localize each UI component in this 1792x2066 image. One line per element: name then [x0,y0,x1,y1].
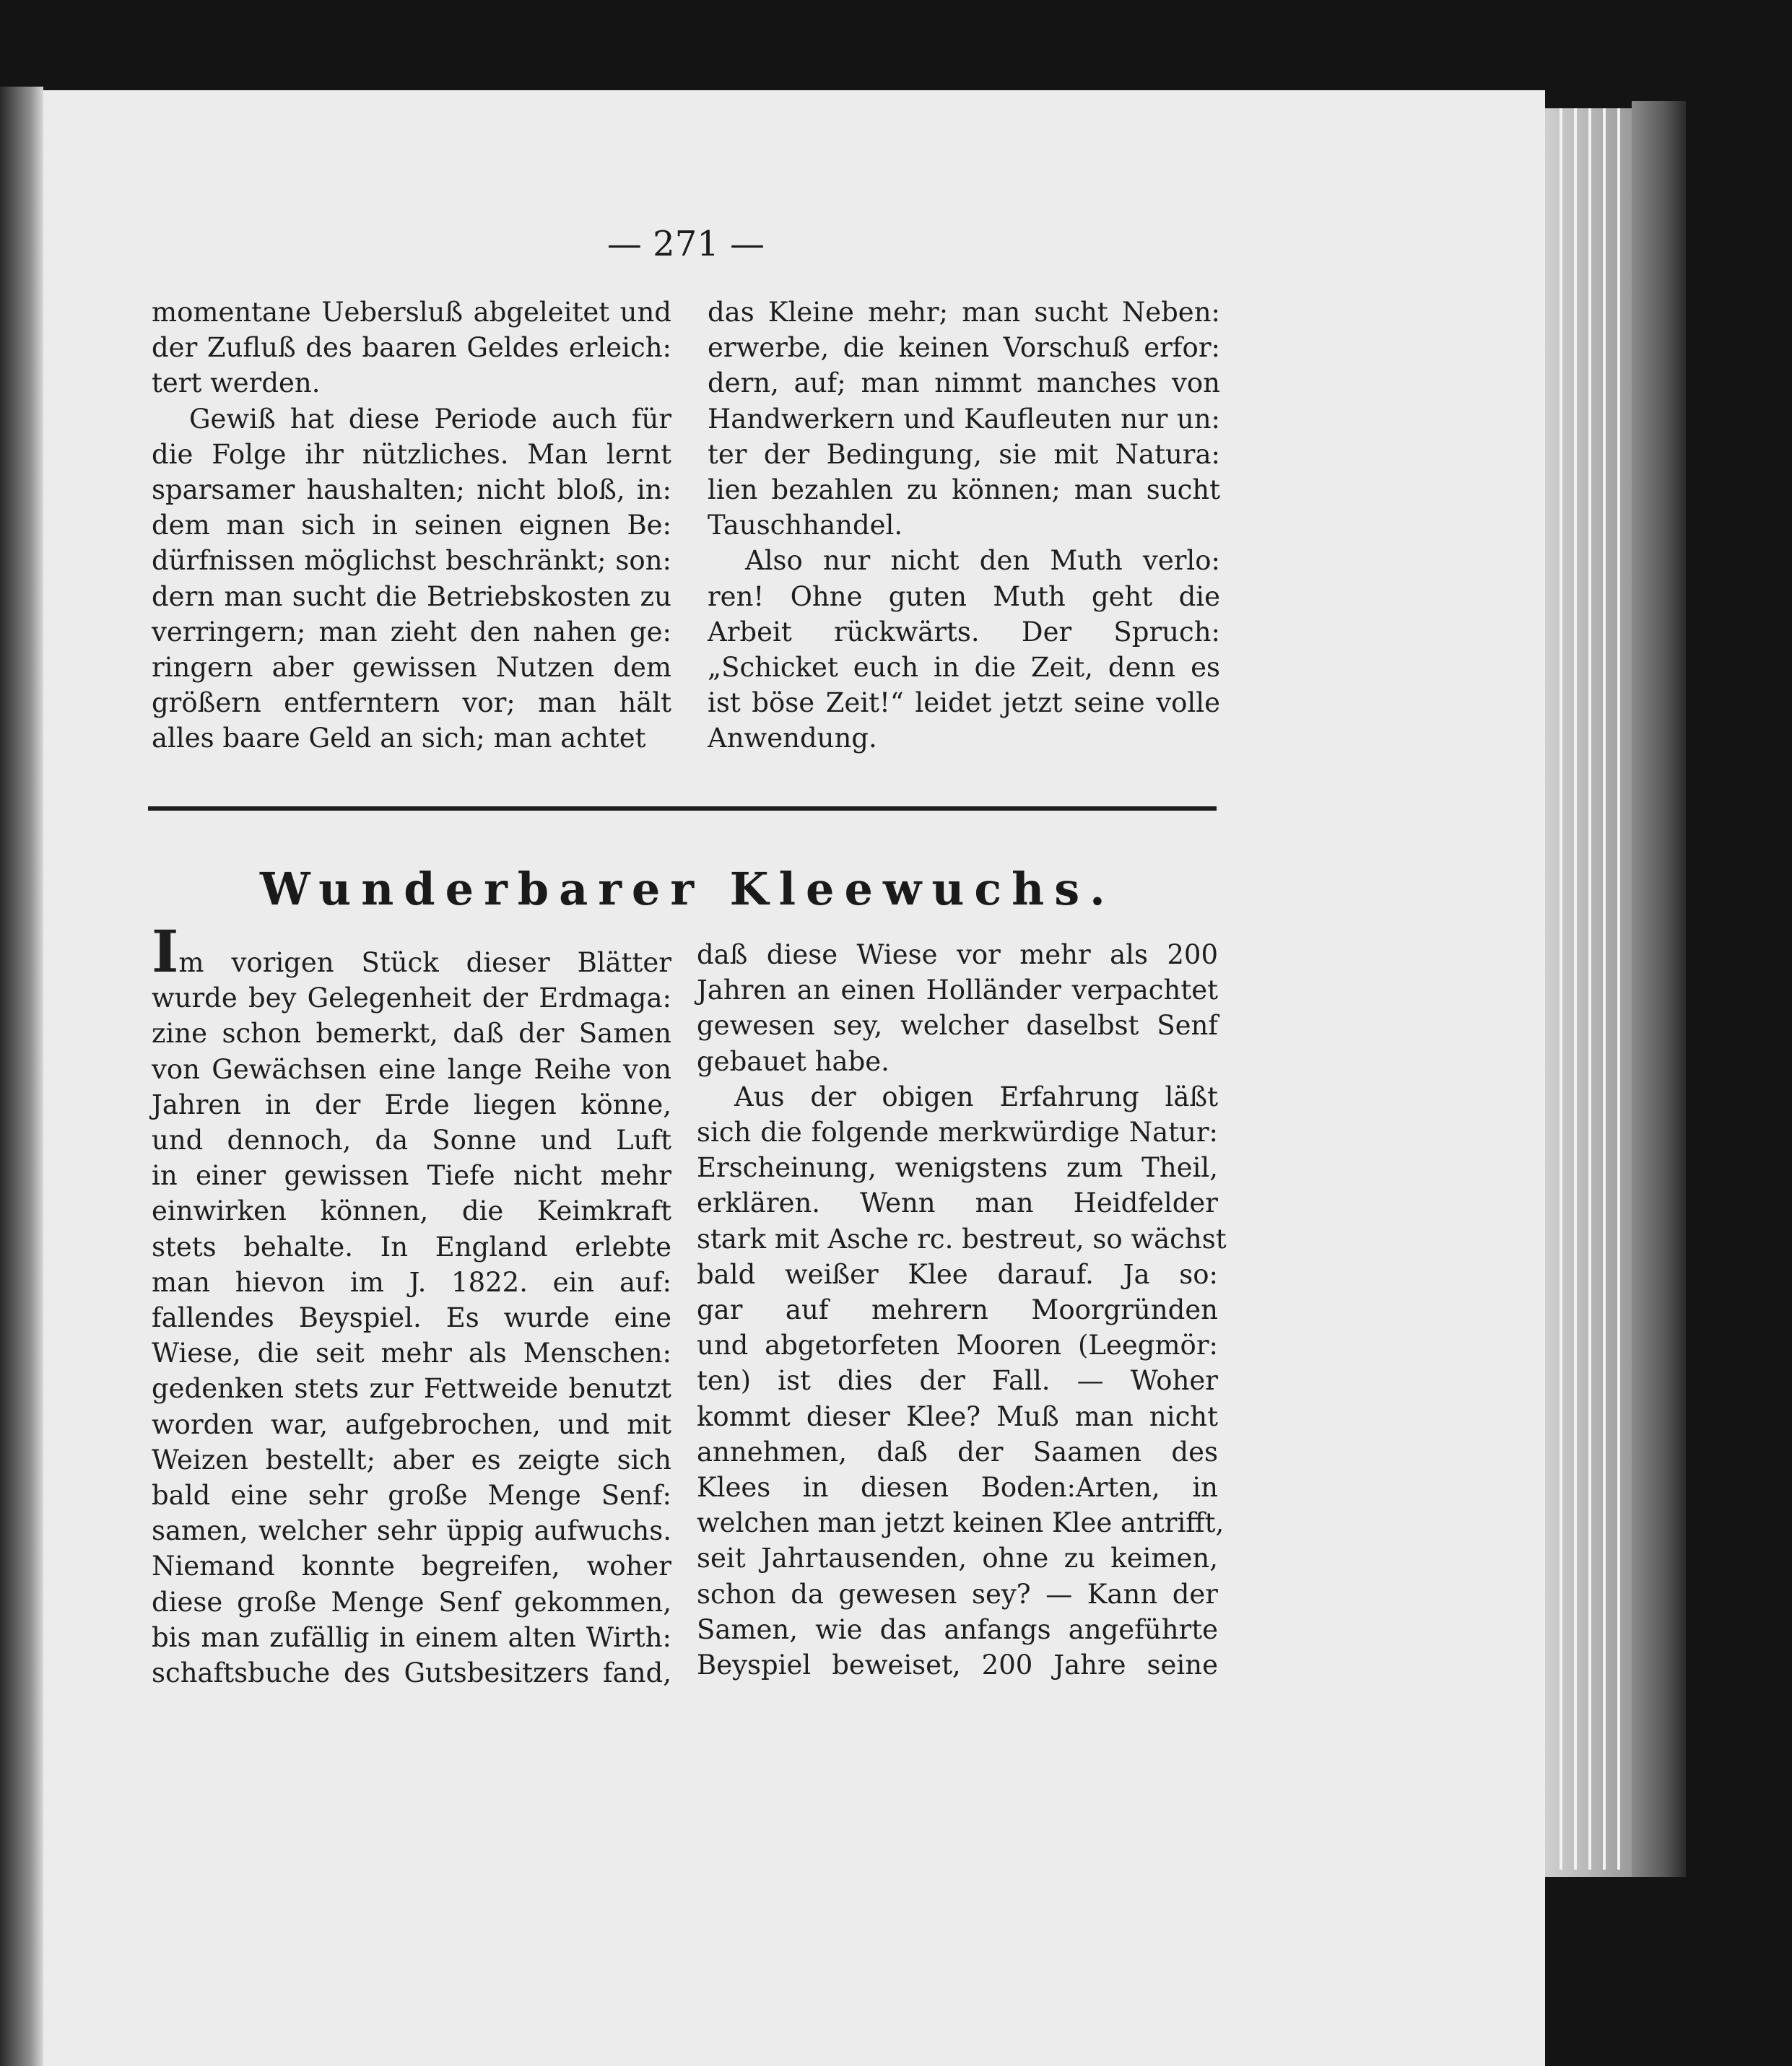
text-line: „Schicket euch in die Zeit, denn es [708,652,1220,684]
text-line: alles baare Geld an sich; man achtet [152,723,646,754]
text-line: Handwerkern und Kaufleuten nur un: [708,403,1220,435]
text-line: Weizen bestellt; aber es zeigte sich [152,1444,671,1476]
text-line: Jahren an einen Holländer verpachtet [697,975,1218,1006]
text-line: und abgetorfeten Mooren (Leegmör: [697,1330,1218,1361]
column-bottom-right [697,937,1227,1683]
page-stack-line [1617,108,1620,1870]
drop-cap: I [152,918,179,985]
text-line: lien bezahlen zu können; man sucht [708,474,1220,506]
text-line: Jahren in der Erde liegen könne, [152,1089,671,1120]
text-line: kommt dieser Klee? Muß man nicht [697,1400,1218,1432]
text-line: gebauet habe. [697,1045,890,1077]
text-line: Arbeit rückwärts. Der Spruch: [708,616,1220,648]
text-line: verringern; man zieht den nahen ge: [152,616,671,648]
page-stack-line [1588,108,1591,1870]
text-line: worden war, aufgebrochen, und mit [152,1408,671,1440]
text-line: erwerbe, die keinen Vorschuß erfor: [708,332,1220,364]
text-line: bald eine sehr große Menge Senf: [152,1480,671,1512]
text-line: ter der Bedingung, sie mit Natura: [708,438,1220,470]
text-line: Wiese, die seit mehr als Menschen: [152,1338,671,1369]
text-line: Klees in diesen Boden:Arten, in [697,1472,1218,1504]
text-line: einwirken können, die Keimkraft [152,1195,671,1227]
page-stack-line [1574,108,1577,1870]
text-line: ren! Ohne guten Muth geht die [708,580,1220,612]
text-line: tert werden. [152,367,321,399]
text-line: gar auf mehrern Moorgründen [697,1294,1218,1326]
text-line: seit Jahrtausenden, ohne zu keimen, [697,1543,1218,1574]
text-line: Niemand konnte begreifen, woher [152,1551,671,1582]
column-bottom-left [152,918,671,1691]
text-line: Beyspiel beweiset, 200 Jahre seine [697,1649,1218,1681]
text-line: sparsamer haushalten; nicht bloß, in: [152,474,671,506]
text-line: man hievon im J. 1822. ein auf: [152,1266,671,1298]
text-line: der Zufluß des baaren Geldes erleich: [152,332,671,364]
text-line: von Gewächsen eine lange Reihe von [152,1053,671,1085]
text-line: dern, auf; man nimmt manches von [708,367,1220,399]
text-line: Tauschhandel. [708,510,903,541]
text-line: Samen, wie das anfangs angeführte [697,1613,1218,1645]
text-line: schon da gewesen sey? — Kann der [697,1578,1218,1610]
text-line: in einer gewissen Tiefe nicht mehr [152,1160,671,1192]
text-line: sich die folgende merkwürdige Natur: [697,1117,1218,1148]
text-line: momentane Uebersluß abgeleitet und [152,297,671,328]
text-line: bald weißer Klee darauf. Ja so: [697,1258,1218,1290]
book-fore-edge [1632,101,1686,1877]
text-line: gedenken stets zur Fettweide benutzt [152,1373,671,1405]
text-line: Anwendung. [708,723,877,754]
article-heading: Wunderbarer Kleewuchs. [260,863,1115,915]
text-line: schaftsbuche des Gutsbesitzers fand, [152,1657,671,1689]
text-line: erklären. Wenn man Heidfelder [697,1187,1218,1219]
text-line: Aus der obigen Erfahrung läßt [734,1081,1218,1112]
text-line: bis man zufällig in einem alten Wirth: [152,1621,671,1653]
text-line: stark mit Asche rc. bestreut, so wächst [697,1223,1227,1255]
text-line: ten) ist dies der Fall. — Woher [697,1365,1218,1397]
text-line: annehmen, daß der Saamen des [697,1436,1218,1468]
page-number: — 271 — [606,224,765,264]
column-top-right [708,295,1220,757]
text-line: dürfnissen möglichst beschränkt; son: [152,545,671,577]
page-stack-line [1560,108,1562,1870]
text-line: fallendes Beyspiel. Es wurde eine [152,1302,671,1334]
text-line: daß diese Wiese vor mehr als 200 [697,939,1218,970]
left-page-edge [0,87,43,2066]
text-line: Also nur nicht den Muth verlo: [745,545,1220,577]
text-line: samen, welcher sehr üppig aufwuchs. [152,1515,671,1547]
text-line: dem man sich in seinen eignen Be: [152,510,671,541]
text-line: die Folge ihr nützliches. Man lernt [152,438,671,470]
page-stack-line [1603,108,1606,1870]
text-line: und dennoch, da Sonne und Luft [152,1125,671,1156]
text-line: diese große Menge Senf gekommen, [152,1586,671,1618]
text-line: wurde bey Gelegenheit der Erdmaga: [152,982,671,1014]
text-line: gewesen sey, welcher daselbst Senf [697,1010,1218,1042]
section-divider [148,806,1217,811]
text-line: dern man sucht die Betriebskosten zu [152,580,671,612]
text-line: ist böse Zeit!“ leidet jetzt seine volle [708,687,1220,719]
text-line: ringern aber gewissen Nutzen dem [152,652,671,684]
column-top-left [152,295,671,757]
text-line: Erscheinung, wenigstens zum Theil, [697,1152,1218,1184]
text-line: Im vorigen Stück dieser Blätter [152,918,671,985]
text-line: größern entferntern vor; man hält [152,687,671,719]
text-line: Gewiß hat diese Periode auch für [189,403,671,435]
text-line: stets behalte. In England erlebte [152,1231,671,1263]
text-line: zine schon bemerkt, daß der Samen [152,1018,671,1050]
text-line: das Kleine mehr; man sucht Neben: [708,297,1220,328]
text-line: welchen man jetzt keinen Klee antrifft, [697,1507,1225,1539]
